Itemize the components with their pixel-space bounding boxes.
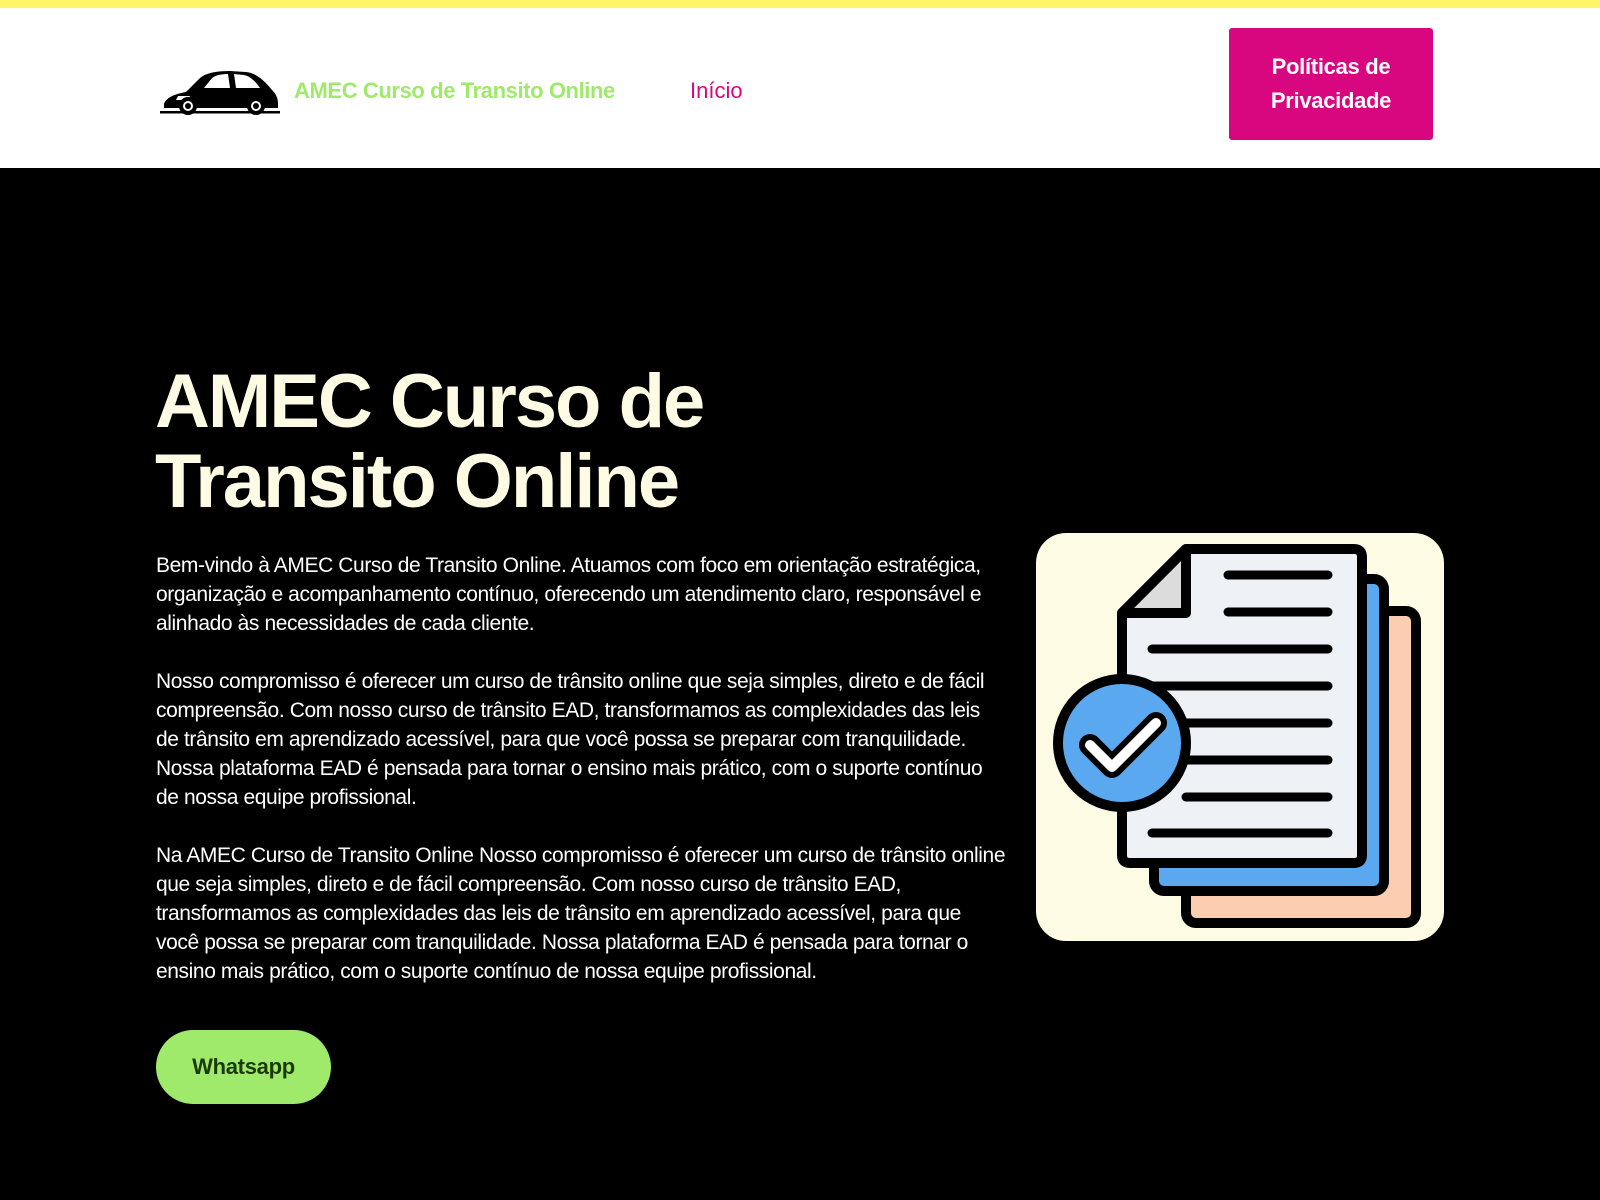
site-title-link[interactable]: AMEC Curso de Transito Online [294, 78, 615, 103]
hero-section [0, 168, 1600, 1200]
hero-paragraph: Na AMEC Curso de Transito Online Nosso compromisso é oferecer um curso de trânsito online que seja simples, direto e de fácil compreensão. Com nosso curso de trânsito EAD, transformamos as complexidades das leis de trânsito em aprendizado acessível, para que você possa se preparar com tranquilidade. Nossa plataforma EAD é pensada para tornar o ensino mais prático, com o suporte contínuo de nossa equipe profissional. [156, 844, 1006, 983]
privacy-policy-label: Políticas de Privacidade [1270, 54, 1392, 113]
hero-paragraph: Bem-vindo à AMEC Curso de Transito Online. Atuamos com foco em orientação estratégica, organização e acompanhamento contínuo, oferecendo um atendimento claro, responsável e alinhado às necessidades de cada cliente. [156, 554, 982, 635]
car-icon[interactable] [160, 64, 280, 118]
whatsapp-button-label: Whatsapp [192, 1054, 295, 1079]
nav-home-link[interactable]: Início [690, 78, 743, 103]
approved-documents-icon [1036, 533, 1444, 941]
whatsapp-button[interactable] [156, 1030, 331, 1104]
site-header [0, 8, 1600, 168]
privacy-policy-button[interactable] [1229, 28, 1433, 140]
hero-paragraph: Nosso compromisso é oferecer um curso de trânsito online que seja simples, direto e de fácil compreensão. Com nosso curso de trânsito EAD, transformamos as complexidades das leis de trânsito em aprendizado acessível, para que você possa se preparar com tranquilidade. Nossa plataforma EAD é pensada para tornar o ensino mais prático, com o suporte contínuo de nossa equipe profissional. [156, 670, 985, 809]
hero-title: AMEC Curso de Transito Online [155, 359, 704, 524]
top-accent-strip [0, 0, 1600, 8]
hero-illustration [1036, 533, 1444, 941]
hero-description [156, 551, 1006, 1015]
